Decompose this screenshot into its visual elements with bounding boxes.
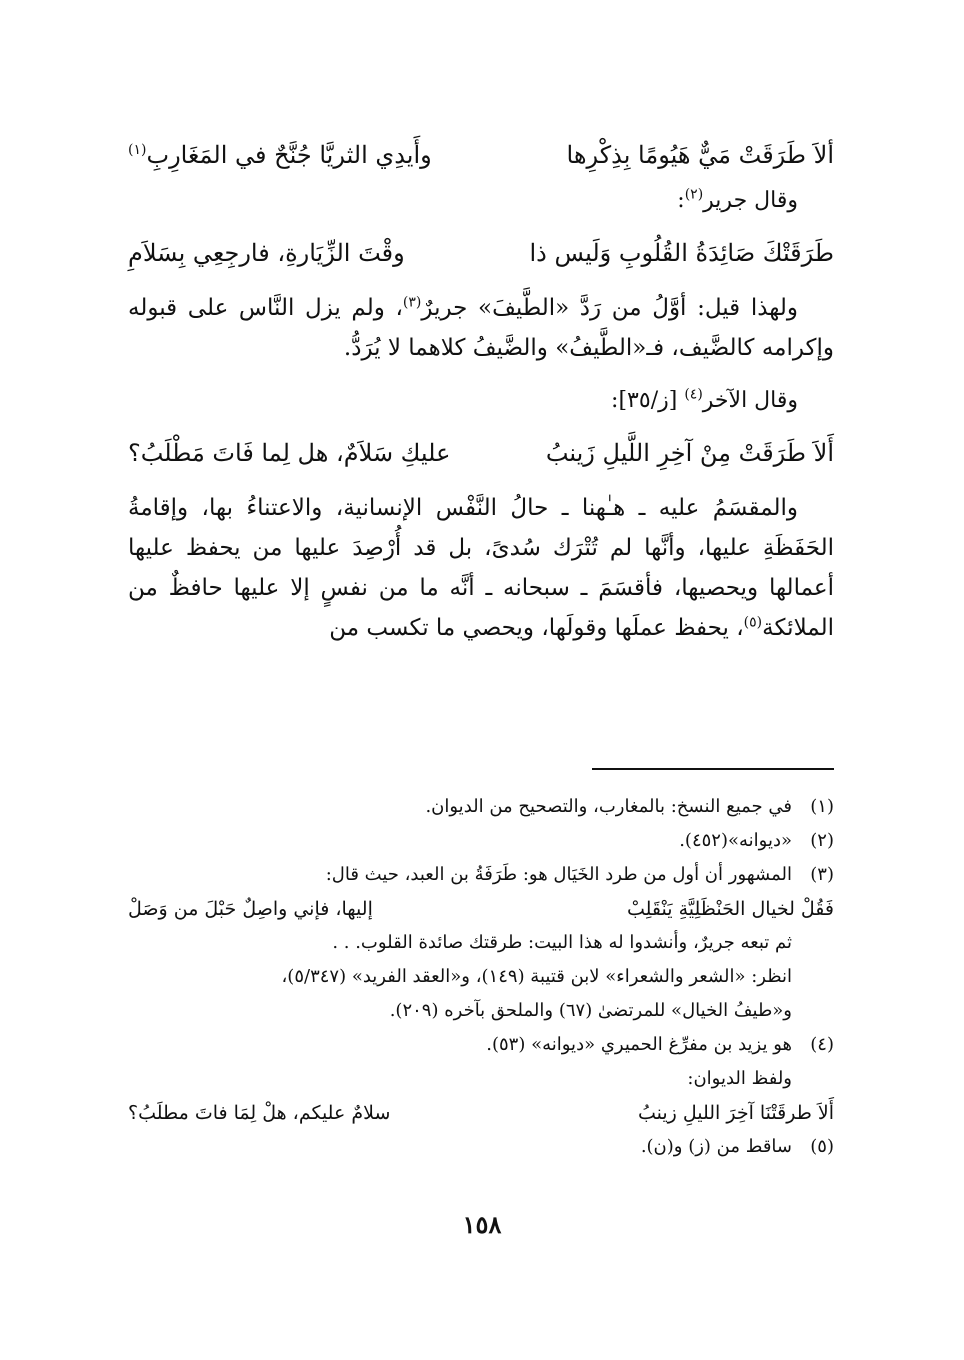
verse-2-first-hemistich: طَرَقَتْكَ صَائِدَةُ القُلُوبِ وَلَيس ذا <box>529 239 834 267</box>
footnote-4-verse-first-hemistich: أَلاَ طرقَتْنَا آخِرَ الليلِ زينبُ <box>637 1102 834 1124</box>
main-text <box>128 138 834 648</box>
footnote-3-verse-second-hemistich: إليها، فإني واصِلٌ حَبْلَ من وَصَلْ <box>128 898 373 920</box>
footnote-2 <box>128 824 834 858</box>
verse-2-second-hemistich: وقْتَ الزِّيَارةِ، فارجِعِي بِسَلاَمِ <box>128 239 405 267</box>
footnote-1-text: في جميع النسخ: بالمغارب، والتصحيح من الديوان. <box>425 796 792 817</box>
footnote-4 <box>128 1028 834 1062</box>
page-number: ١٥٨ <box>462 1210 502 1239</box>
paragraph-oath-part-a: والمقسَمُ عليه ـ هـٰهنا ـ حالُ النَّفْس الإنسانية، والاعتناءُ بها، وإقامةُ الحَفَظَةِ عليها، وأنَّها لم تُتْرَك سُدىً، بل قد أُرْصِدَ عليها من يحفظ عليها أعمالها ويحصيها، فأقسَمَ ـ سبحانه ـ أنَّه ما من نفسٍ إلا عليها حافظٌ من الملائكة <box>128 495 834 641</box>
intro-other-poet-ref: [ز/٣٥]: <box>611 388 685 413</box>
footnote-3-verse-first-hemistich: فَقُلْ لخيال الحَنْظَلِيَّةِ يَنْقَلِبْ <box>626 898 834 920</box>
intro-other-poet <box>128 384 834 418</box>
intro-jarir-colon: : <box>677 188 685 213</box>
footnote-3-verse <box>128 892 834 926</box>
footnote-2-text: «ديوانه»(٤٥٢). <box>679 830 792 851</box>
footnote-4-number: (٤) <box>810 1034 834 1055</box>
footnote-4-verse-second-hemistich: سلامٌ عليكم، هلْ لِمَا فاتَ مطلَبُ؟ <box>128 1102 391 1124</box>
footnote-1-number: (١) <box>810 796 834 817</box>
paragraph-tayf-part-b: ، ولم يزل النَّاس على قبوله وإكرامه كالضَّيف، فـ«الطَّيفُ» والضَّيفُ كلاهما لا يُرَدُّ. <box>128 295 834 361</box>
intro-jarir <box>128 184 834 218</box>
verse-1-second-hemistich-text: وأَيدِي الثريَّا جُنَّحٌ في المَغَارِبِ <box>146 141 432 169</box>
paragraph-oath <box>128 488 834 648</box>
footnote-3-text: المشهور أن أول من طرد الخَيَال هو: طَرَفَةُ بن العبد، حيث قال: <box>325 864 792 885</box>
paragraph-oath-part-b: ، يحفظ عملَها وقولَها، ويحصي ما تكسب من <box>329 615 744 641</box>
footnote-4-text: هو يزيد بن مفرِّغ الحميري «ديوانه» (٥٣). <box>486 1034 792 1055</box>
footnote-separator <box>592 768 834 770</box>
footnotes <box>128 790 834 1164</box>
footnote-5-number: (٥) <box>810 1136 834 1157</box>
verse-3-second-hemistich: عليكِ سَلاَمٌ، هل لِما فَاتَ مَطْلَبُ؟ <box>128 439 451 467</box>
footnote-5-text: ساقط من (ز) و(ن). <box>640 1136 792 1157</box>
poem-verse-2 <box>128 236 834 270</box>
footnote-ref-2: (٢) <box>684 186 704 203</box>
footnote-3-number: (٣) <box>810 864 834 885</box>
intro-jarir-text: وقال جرير <box>703 188 798 213</box>
verse-3-first-hemistich: أَلاَ طَرَقَتْ مِنْ آخِرِ اللَّيلِ زَينبُ <box>545 439 834 467</box>
footnote-4-line-2: ولفظ الديوان: <box>687 1068 792 1089</box>
paragraph-tayf <box>128 288 834 368</box>
footnote-2-number: (٢) <box>810 830 834 851</box>
footnote-4-verse <box>128 1096 834 1130</box>
footnote-5 <box>128 1130 834 1164</box>
footnote-ref-4: (٤) <box>684 386 703 403</box>
footnote-ref-5: (٥) <box>743 614 763 631</box>
footnote-ref-3: (٣) <box>402 294 422 311</box>
poem-verse-1 <box>128 138 834 172</box>
footnote-ref-1: (١) <box>128 142 147 158</box>
footnote-3-line-4: و«طيفُ الخيال» للمرتضىٰ (٦٧) والملحق بآخره (٢٠٩). <box>389 1000 792 1021</box>
poem-verse-3 <box>128 436 834 470</box>
verse-1-first-hemistich: ألاَ طَرَقَتْ مَيٌّ هَيُومًا بِذِكْرِها <box>566 141 834 169</box>
intro-other-poet-text: وقال الآخر <box>702 388 798 413</box>
footnote-3-line-2: ثم تبعه جريرٌ، وأنشدوا له هذا البيت: طرقتك صائدة القلوب. . . <box>332 932 792 953</box>
footnote-3 <box>128 858 834 892</box>
footnote-1 <box>128 790 834 824</box>
paragraph-tayf-part-a: ولهذا قيل: أوَّلُ من رَدَّ «الطَّيفَ» جريرٌ <box>421 295 798 321</box>
footnote-3-line-3: انظر: «الشعر والشعراء» لابن قتيبة (١٤٩)، و«العقد الفريد» (٥/٣٤٧)، <box>281 966 792 987</box>
verse-1-second-hemistich <box>128 138 432 172</box>
